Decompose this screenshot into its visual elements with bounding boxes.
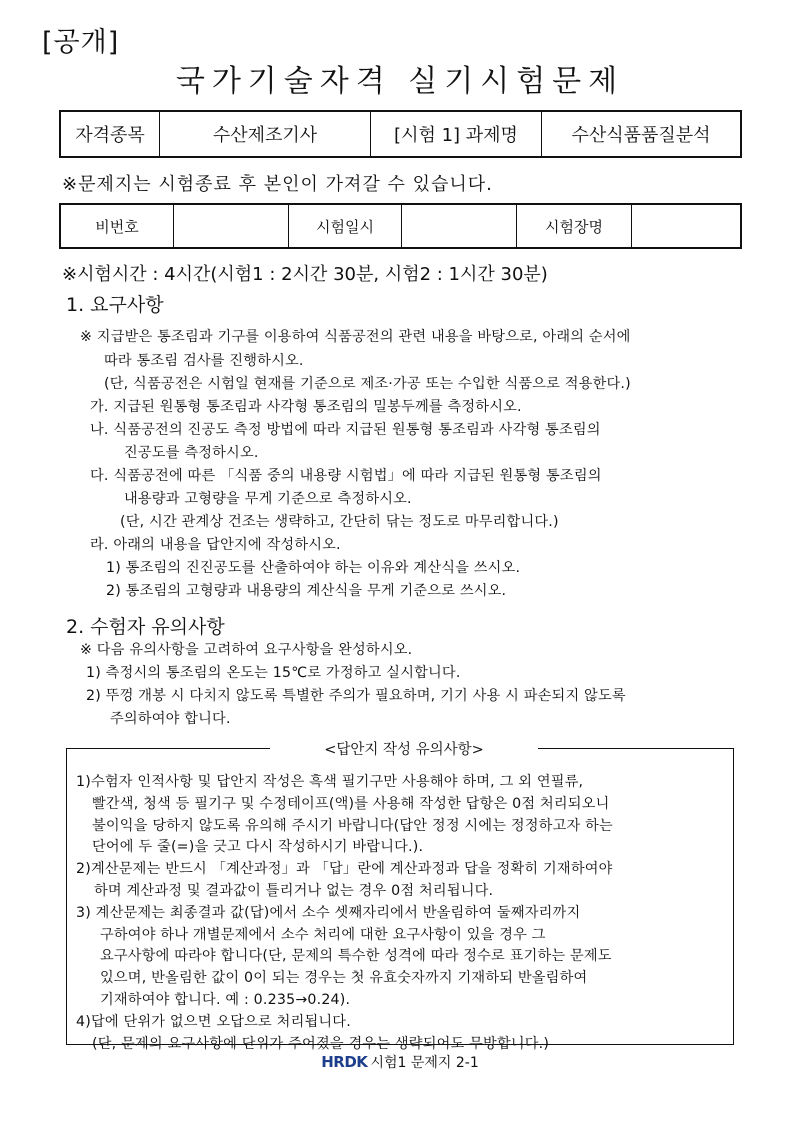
public-tag: [공개] — [42, 27, 120, 58]
info-label-qualification: 자격종목 — [60, 111, 160, 157]
page-title: 국가기술자격 실기시험문제 — [175, 64, 625, 99]
hrdk-logo: HRDK — [321, 1053, 368, 1071]
section1-line: 2) 통조림의 고형량과 내용량의 계산식을 무게 기준으로 쓰시오. — [106, 583, 507, 599]
info-table — [59, 110, 742, 158]
answer-guide-title: <답안지 작성 유의사항> — [270, 738, 538, 759]
footer-text: 시험1 문제지 2-1 — [370, 1055, 479, 1071]
exam-time: ※시험시간 : 4시간(시험1 : 2시간 30분, 시험2 : 1시간 30분) — [62, 264, 548, 285]
info-value-task: 수산식품품질분석 — [542, 111, 742, 157]
section2-heading: 2. 수험자 유의사항 — [66, 616, 225, 638]
answer-guide-line: 3) 계산문제는 최종결과 값(답)에서 소수 셋째자리에서 반올림하여 둘째자리까지 — [76, 904, 581, 921]
answer-guide-line: 있으며, 반올림한 값이 0이 되는 경우는 첫 유효숫자까지 기재하되 반올림하여 — [100, 970, 588, 987]
id-label-datetime: 시험일시 — [289, 204, 402, 248]
section1-line: 따라 통조림 검사를 진행하시오. — [104, 353, 304, 369]
id-value-venue — [632, 204, 742, 248]
answer-guide-line: 1)수험자 인적사항 및 답안지 작성은 흑색 필기구만 사용해야 하며, 그 외 연필류, — [76, 774, 584, 790]
id-label-number: 비번호 — [60, 204, 174, 248]
section2-line: ※ 다음 유의사항을 고려하여 요구사항을 완성하시오. — [80, 642, 413, 658]
page-footer — [0, 1052, 800, 1072]
section1-heading: 1. 요구사항 — [66, 294, 164, 316]
answer-guide-line: 기재하여야 합니다. 예 : 0.235→0.24). — [100, 992, 351, 1008]
answer-guide-line: 하며 계산과정 및 결과값이 틀리거나 없는 경우 0점 처리됩니다. — [94, 883, 494, 899]
section2-line: 2) 뚜껑 개봉 시 다치지 않도록 특별한 주의가 필요하며, 기기 사용 시 파손되지 않도록 — [86, 688, 626, 704]
id-value-number — [174, 204, 289, 248]
section1-line: 내용량과 고형량을 무게 기준으로 측정하시오. — [124, 491, 412, 507]
answer-guide-line: (단, 문제의 요구사항에 단위가 주어졌을 경우는 생략되어도 무방합니다.) — [92, 1035, 550, 1052]
section1-line: 라. 아래의 내용을 답안지에 작성하시오. — [90, 537, 341, 553]
answer-guide-line: 단어에 두 줄(=)을 긋고 다시 작성하시기 바랍니다.). — [92, 839, 424, 856]
answer-guide-line: 2)계산문제는 반드시 「계산과정」과 「답」란에 계산과정과 답을 정확히 기재하여야 — [76, 861, 613, 878]
section1-line: 1) 통조림의 진진공도를 산출하여야 하는 이유와 계산식을 쓰시오. — [106, 560, 521, 576]
id-value-datetime — [402, 204, 517, 248]
answer-guide-line: 구하여야 하나 개별문제에서 소수 처리에 대한 요구사항이 있을 경우 그 — [100, 926, 546, 943]
info-label-task: [시험 1] 과제명 — [371, 111, 542, 157]
answer-guide-line: 요구사항에 따라야 합니다(단, 문제의 특수한 성격에 따라 정수로 표기하는 문제도 — [100, 948, 612, 965]
section2-line: 1) 측정시의 통조림의 온도는 15℃로 가정하고 실시합니다. — [86, 665, 461, 681]
section1-line: (단, 시간 관계상 건조는 생략하고, 간단히 닦는 정도로 마무리합니다.) — [120, 514, 559, 530]
section1-line: (단, 식품공전은 시험일 현재를 기준으로 제조·가공 또는 수입한 식품으로 적용한다.) — [104, 376, 631, 392]
section1-line: 나. 식품공전의 진공도 측정 방법에 따라 지급된 원통형 통조림과 사각형 통조림의 — [90, 422, 601, 438]
answer-guide-line: 4)답에 단위가 없으면 오답으로 처리됩니다. — [76, 1013, 351, 1030]
info-value-qualification: 수산제조기사 — [160, 111, 371, 157]
section1-line: 다. 식품공전에 따른 「식품 중의 내용량 시험법」에 따라 지급된 원통형 통조림의 — [90, 468, 602, 484]
id-table — [59, 203, 742, 249]
answer-guide-line: 빨간색, 청색 등 필기구 및 수정테이프(액)를 사용해 작성한 답항은 0점 처리되오니 — [92, 795, 610, 812]
answer-guide-line: 불이익을 당하지 않도록 유의해 주시기 바랍니다(답안 정정 시에는 정정하고자 하는 — [92, 817, 613, 834]
id-label-venue: 시험장명 — [517, 204, 632, 248]
section1-line: ※ 지급받은 통조림과 기구를 이용하여 식품공전의 관련 내용을 바탕으로, 아래의 순서에 — [80, 329, 631, 345]
section1-line: 가. 지급된 원통형 통조림과 사각형 통조림의 밀봉두께를 측정하시오. — [90, 399, 522, 415]
section2-line: 주의하여야 합니다. — [110, 711, 231, 727]
notice-text: ※문제지는 시험종료 후 본인이 가져갈 수 있습니다. — [62, 174, 493, 195]
section1-line: 진공도를 측정하시오. — [124, 445, 259, 461]
